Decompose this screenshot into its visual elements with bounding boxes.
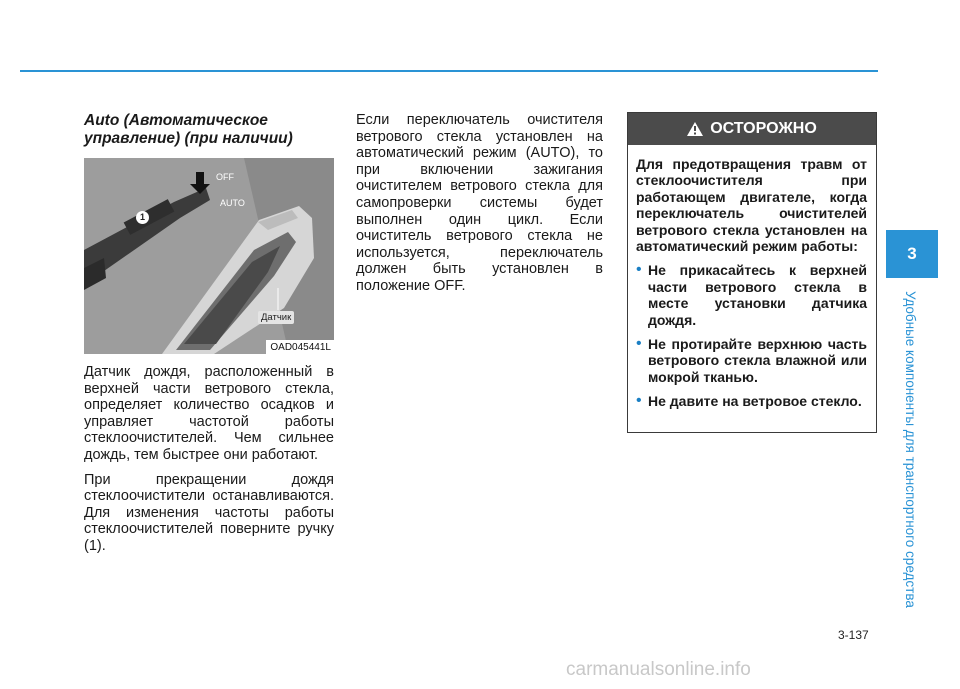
chapter-side-title: Удобные компоненты для транспортного средства [903,291,918,608]
warning-item-text: Не протирайте верхнюю часть ветрового стекла влажной или мокрой тканью. [648,336,867,385]
warning-box [627,112,877,433]
figure-label-sensor: Датчик [258,311,294,324]
middle-column [356,112,603,303]
figure-label-auto: AUTO [220,198,245,208]
warning-item [636,336,867,385]
watermark: carmanualsonline.info [566,659,751,680]
paragraph-rain-stop: При прекращении дождя стеклоочистители останавливаются. Для изменения частоты работы стеклоочистителей поверните ручку (1). [84,471,334,554]
warning-item-text: Не давите на ветровое стекло. [648,393,862,410]
left-column [84,112,334,563]
warning-body [628,145,876,432]
paragraph-rain-sensor: Датчик дождя, расположенный в верхней части ветрового стекла, определяет количество осадков и управляет частотой работы стеклоочистителей. Чем сильнее дождь, тем быстрее они работают. [84,364,334,463]
bullet-icon: • [636,335,642,353]
top-rule [20,70,878,72]
warning-header [628,113,876,145]
chapter-tab: 3 [886,230,938,278]
figure-label-off: OFF [216,172,234,182]
figure-marker-1: 1 [136,211,149,224]
warning-lead: Для предотвращения травм от стеклоочистителя при работающем двигателе, когда переключатель очистителей ветрового стекла установлен на автоматический режим работы: [636,156,867,255]
page-number: 3-137 [838,628,869,642]
bullet-icon: • [636,261,642,279]
rain-sensor-figure [84,158,334,354]
paragraph-auto-mode: Если переключатель очистителя ветрового стекла установлен на автоматический режим (AUTO), то при включении зажигания очистителем ветрового стекла для самопроверки системы будет выполнен один цикл. Если очиститель ветрового стекла не используется, переключатель должен быть установлен в положение OFF. [356,112,603,294]
warning-column [627,112,877,433]
figure-code: OAD045441L [266,340,334,354]
warning-title: ОСТОРОЖНО [710,120,817,137]
warning-item-text: Не прикасайтесь к верхней части ветрового стекла в месте установки датчика дождя. [648,262,867,328]
warning-item [636,393,867,409]
bullet-icon: • [636,392,642,410]
section-subheading: Auto (Автоматическое управление) (при наличии) [84,112,293,147]
warning-triangle-icon [687,122,703,136]
wiper-switch-illustration [84,158,334,354]
warning-item [636,262,867,328]
